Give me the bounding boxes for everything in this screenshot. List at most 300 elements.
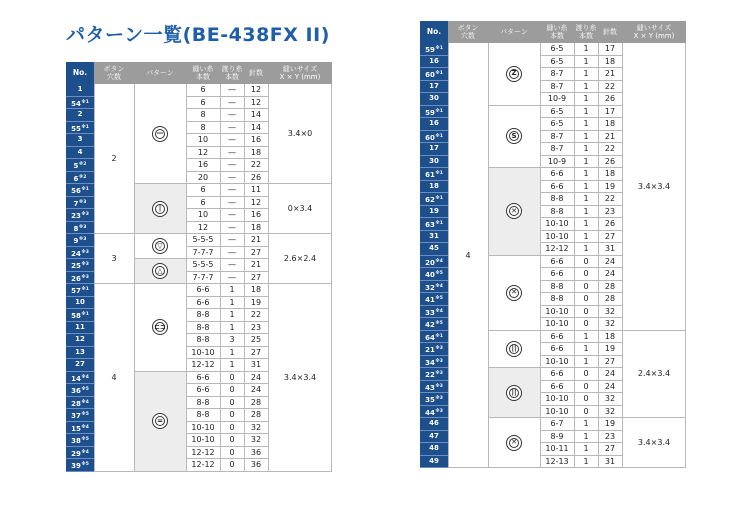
cross-thread-count: 1: [574, 418, 598, 431]
cross-thread-count: —: [220, 197, 244, 210]
stitch-count: 23: [598, 431, 622, 444]
row-number: 8$^{※3}$: [66, 222, 94, 235]
cross-stitch-icon: [506, 285, 522, 301]
bracket-icon: [152, 319, 168, 335]
stitch-count: 24: [598, 268, 622, 281]
sew-thread-count: 8: [186, 109, 220, 122]
row-number: 35$^{※3}$: [420, 393, 448, 406]
cross-stitch-icon: [506, 435, 522, 451]
stitch-count: 36: [244, 447, 268, 460]
pattern-glyph: ||: [509, 344, 519, 354]
sew-thread-count: 10: [186, 134, 220, 147]
sew-thread-count: 10-11: [540, 443, 574, 456]
row-number: 9$^{※3}$: [66, 234, 94, 247]
header-sew-size: 縫いサイズ X × Y (mm): [622, 21, 686, 43]
stitch-count: 24: [598, 256, 622, 269]
sew-thread-count: 10: [186, 209, 220, 222]
sew-size-cell: 3.4×0: [268, 84, 332, 184]
row-number: 60$^{※1}$: [420, 68, 448, 81]
pattern-glyph: ▽: [155, 241, 165, 251]
header-button-holes: ボタン 穴数: [448, 21, 488, 43]
cross-thread-count: 1: [574, 118, 598, 131]
row-number: 4: [66, 147, 94, 160]
footnote-mark: ※3: [435, 396, 443, 401]
stitch-count: 18: [244, 284, 268, 297]
row-number: 30: [420, 93, 448, 106]
button-holes-cell: 4: [94, 284, 134, 472]
header-pattern: パターン: [134, 62, 186, 84]
header-no: No.: [420, 21, 448, 43]
cross-thread-count: 0: [220, 459, 244, 472]
footnote-mark: ※4: [81, 424, 89, 430]
cross-thread-count: 1: [574, 356, 598, 369]
cross-thread-count: 0: [574, 368, 598, 381]
stitch-count: 21: [598, 131, 622, 144]
cross-thread-count: 0: [220, 447, 244, 460]
stitch-count: 18: [244, 222, 268, 235]
cross-thread-count: 0: [574, 318, 598, 331]
grid-line: [331, 84, 332, 472]
sew-thread-count: 8-7: [540, 81, 574, 94]
row-number: 55$^{※1}$: [66, 122, 94, 135]
cross-thread-count: 0: [220, 409, 244, 422]
sew-thread-count: 8-8: [186, 409, 220, 422]
pattern-glyph: Z: [509, 69, 519, 79]
sew-thread-count: 7-7-7: [186, 247, 220, 260]
row-number: 20$^{※4}$: [420, 256, 448, 269]
sew-thread-count: 6: [186, 84, 220, 97]
cross-thread-count: 1: [574, 193, 598, 206]
cross-thread-count: —: [220, 172, 244, 185]
header-cross-thread: 渡り糸 本数: [574, 21, 598, 43]
stitch-count: 22: [598, 193, 622, 206]
row-number: 45: [420, 243, 448, 256]
footnote-mark: ※3: [78, 224, 87, 230]
triangle-down-icon: [152, 238, 168, 254]
sew-thread-count: 8-8: [186, 322, 220, 335]
row-number: 14$^{※4}$: [66, 372, 94, 385]
cross-thread-count: 0: [574, 306, 598, 319]
sew-size-cell: 2.6×2.4: [268, 234, 332, 284]
sew-thread-count: 8-9: [540, 431, 574, 444]
footnote-mark: ※1: [81, 99, 89, 105]
sew-thread-count: 8-8: [540, 206, 574, 219]
sew-thread-count: 12-12: [186, 359, 220, 372]
sew-thread-count: 10-10: [540, 356, 574, 369]
pattern-cell: [134, 234, 186, 259]
cross-thread-count: —: [220, 97, 244, 110]
row-number: 15$^{※4}$: [66, 422, 94, 435]
footnote-mark: ※4: [435, 283, 443, 289]
stitch-count: 28: [598, 293, 622, 306]
grid-line: [134, 84, 135, 472]
footnote-mark: ※1: [81, 124, 89, 130]
sew-thread-count: 10-10: [540, 406, 574, 419]
stitch-count: 18: [244, 147, 268, 160]
button-holes-cell: 3: [94, 234, 134, 284]
sew-thread-count: 8-7: [540, 68, 574, 81]
sew-thread-count: 8-8: [540, 281, 574, 294]
stitch-count: 27: [598, 443, 622, 456]
sew-thread-count: 6: [186, 184, 220, 197]
stitch-count: 27: [244, 347, 268, 360]
footnote-mark: ※1: [81, 287, 89, 292]
sew-thread-count: 6-6: [540, 168, 574, 181]
sew-thread-count: 12-12: [186, 459, 220, 472]
footnote-mark: ※3: [78, 237, 87, 242]
cross-thread-count: 0: [220, 384, 244, 397]
row-number: 27: [66, 359, 94, 372]
sew-thread-count: 10-10: [540, 318, 574, 331]
footnote-mark: ※4: [81, 374, 89, 380]
cross-thread-count: —: [220, 234, 244, 247]
sew-thread-count: 10-10: [186, 347, 220, 360]
cross-thread-count: 1: [574, 68, 598, 81]
grid-line: [598, 43, 599, 468]
z-stitch-icon: [506, 66, 522, 82]
cross-thread-count: 1: [220, 359, 244, 372]
footnote-mark: ※3: [81, 274, 89, 280]
button-holes-cell: 2: [94, 84, 134, 234]
row-number: 31: [420, 231, 448, 244]
footnote-mark: ※3: [435, 346, 443, 351]
footnote-mark: ※1: [81, 312, 89, 317]
row-number: 59$^{※1}$: [420, 43, 448, 56]
sew-thread-count: 6: [186, 97, 220, 110]
stitch-count: 18: [598, 56, 622, 69]
sew-thread-count: 8-8: [540, 293, 574, 306]
stitch-count: 23: [244, 322, 268, 335]
cross-thread-count: 0: [574, 293, 598, 306]
pattern-cell: [488, 168, 540, 256]
row-number: 25$^{※3}$: [66, 259, 94, 272]
footnote-mark: ※1: [435, 221, 443, 226]
sew-thread-count: 6-5: [540, 56, 574, 69]
sew-thread-count: 20: [186, 172, 220, 185]
pattern-glyph: —: [156, 129, 164, 137]
footnote-mark: ※4: [81, 449, 89, 455]
pattern-glyph: ⊏⊐: [154, 322, 166, 331]
sew-thread-count: 6-6: [186, 297, 220, 310]
row-number: 43$^{※3}$: [420, 381, 448, 394]
sew-thread-count: 12-12: [186, 447, 220, 460]
row-number: 5$^{※2}$: [66, 159, 94, 172]
pattern-glyph: ✕: [509, 438, 519, 448]
stitch-count: 14: [244, 122, 268, 135]
cross-thread-count: —: [220, 147, 244, 160]
sew-thread-count: 10-9: [540, 93, 574, 106]
grid-line: [268, 84, 269, 472]
cross-thread-count: 0: [574, 281, 598, 294]
stitch-count: 22: [598, 143, 622, 156]
row-number: 37$^{※5}$: [66, 409, 94, 422]
stitch-count: 36: [244, 459, 268, 472]
pattern-table-right: [420, 21, 686, 488]
stitch-count: 21: [244, 234, 268, 247]
footnote-mark: ※3: [435, 358, 443, 364]
row-number: 21$^{※3}$: [420, 343, 448, 356]
cross-thread-count: 1: [574, 56, 598, 69]
pattern-glyph: =: [155, 416, 165, 426]
sew-size-cell: 3.4×3.4: [268, 284, 332, 472]
stitch-count: 31: [598, 456, 622, 469]
stitch-count: 28: [244, 409, 268, 422]
row-number: 7$^{※3}$: [66, 197, 94, 210]
row-number: 33$^{※4}$: [420, 306, 448, 319]
footnote-mark: ※1: [81, 187, 89, 192]
pattern-cell: [134, 259, 186, 284]
row-number: 3: [66, 134, 94, 147]
grid-line: [94, 84, 95, 472]
cross-thread-count: —: [220, 259, 244, 272]
sew-thread-count: 6-6: [540, 268, 574, 281]
parallel-stitch-icon: [506, 385, 522, 401]
sew-thread-count: 10-10: [540, 306, 574, 319]
grid-line: [220, 84, 221, 472]
cross-thread-count: 1: [220, 322, 244, 335]
footnote-mark: ※3: [81, 249, 89, 255]
stitch-count: 12: [244, 84, 268, 97]
stitch-count: 31: [598, 243, 622, 256]
sew-thread-count: 12-12: [540, 243, 574, 256]
footnote-mark: ※3: [435, 408, 443, 414]
cross-thread-count: 0: [220, 434, 244, 447]
stitch-count: 24: [244, 384, 268, 397]
footnote-mark: ※1: [435, 71, 443, 76]
cross-thread-count: —: [220, 209, 244, 222]
row-number: 59$^{※1}$: [420, 106, 448, 119]
row-number: 36$^{※5}$: [66, 384, 94, 397]
s-stitch-icon: [506, 128, 522, 144]
cross-thread-count: 1: [574, 343, 598, 356]
stitch-count: 11: [244, 184, 268, 197]
pattern-glyph: △: [155, 266, 165, 276]
row-number: 39$^{※5}$: [66, 459, 94, 472]
pattern-cell: [134, 184, 186, 234]
pattern-glyph: |: [155, 204, 165, 214]
cross-thread-count: 1: [574, 131, 598, 144]
header-sew-thread: 縫い糸 本数: [540, 21, 574, 43]
row-number: 46: [420, 418, 448, 431]
sew-thread-count: 6-5: [540, 106, 574, 119]
stitch-count: 17: [598, 106, 622, 119]
row-number: 16: [420, 118, 448, 131]
sew-thread-count: 6-6: [540, 331, 574, 344]
cross-thread-count: 1: [574, 43, 598, 56]
sew-thread-count: 8-7: [540, 131, 574, 144]
stitch-count: 23: [598, 206, 622, 219]
footnote-mark: ※5: [81, 462, 89, 467]
row-number: 64$^{※1}$: [420, 331, 448, 344]
sew-thread-count: 6-6: [540, 343, 574, 356]
footnote-mark: ※3: [81, 262, 89, 267]
sew-thread-count: 6-6: [186, 384, 220, 397]
sew-thread-count: 6-6: [186, 372, 220, 385]
cross-thread-count: 1: [574, 181, 598, 194]
sew-thread-count: 6-6: [540, 256, 574, 269]
pattern-glyph: ✕: [509, 206, 519, 216]
cross-thread-count: —: [220, 84, 244, 97]
stitch-count: 28: [598, 281, 622, 294]
sew-thread-count: 5-5-5: [186, 234, 220, 247]
stitch-count: 32: [598, 406, 622, 419]
stitch-count: 16: [244, 209, 268, 222]
footnote-mark: ※3: [435, 383, 443, 389]
footnote-mark: ※1: [435, 171, 443, 176]
header-pattern: パターン: [488, 21, 540, 43]
cross-thread-count: 0: [574, 256, 598, 269]
cross-thread-count: 1: [574, 243, 598, 256]
page-title: パターン一覧(BE-438FX II): [66, 24, 330, 46]
cross-thread-count: —: [220, 272, 244, 285]
sew-thread-count: 8-8: [540, 193, 574, 206]
footnote-mark: ※3: [435, 371, 443, 376]
cross-thread-count: 1: [574, 218, 598, 231]
footnote-mark: ※5: [435, 271, 443, 276]
sew-thread-count: 6-5: [540, 43, 574, 56]
row-number: 10: [66, 297, 94, 310]
cross-thread-count: 0: [220, 372, 244, 385]
pattern-cell: [488, 256, 540, 331]
row-number: 54$^{※1}$: [66, 97, 94, 110]
stitch-count: 19: [598, 181, 622, 194]
stitch-count: 22: [598, 81, 622, 94]
row-number: 38$^{※5}$: [66, 434, 94, 447]
footnote-mark: ※1: [435, 133, 443, 139]
sew-thread-count: 12: [186, 222, 220, 235]
row-number: 24$^{※3}$: [66, 247, 94, 260]
pattern-cell: [488, 368, 540, 418]
sew-size-cell: 3.4×3.4: [622, 418, 686, 468]
row-number: 44$^{※3}$: [420, 406, 448, 419]
sew-thread-count: 6-6: [540, 368, 574, 381]
sew-thread-count: 10-10: [186, 422, 220, 435]
dash-h-icon: [152, 126, 168, 142]
sew-thread-count: 8-8: [186, 397, 220, 410]
sew-thread-count: 7-7-7: [186, 272, 220, 285]
header-stitches: 針数: [598, 21, 622, 43]
row-number: 29$^{※4}$: [66, 447, 94, 460]
sew-thread-count: 8-7: [540, 143, 574, 156]
stitch-count: 24: [244, 372, 268, 385]
cross-thread-count: 1: [574, 456, 598, 469]
row-number: 60$^{※1}$: [420, 131, 448, 144]
grid-line: [540, 43, 541, 468]
row-number: 47: [420, 431, 448, 444]
sew-thread-count: 8-8: [186, 309, 220, 322]
sew-size-cell: 3.4×3.4: [622, 43, 686, 331]
cross-thread-count: —: [220, 134, 244, 147]
header-cross-thread: 渡り糸 本数: [220, 62, 244, 84]
cross-thread-count: 1: [574, 106, 598, 119]
grid-line: [685, 43, 686, 468]
row-number: 34$^{※3}$: [420, 356, 448, 369]
pattern-table-left: [66, 62, 332, 489]
cross-thread-count: —: [220, 122, 244, 135]
footnote-mark: ※1: [435, 333, 443, 339]
header-sew-size: 縫いサイズ X × Y (mm): [268, 62, 332, 84]
pattern-cell: [488, 106, 540, 169]
row-number: 6$^{※2}$: [66, 172, 94, 185]
stitch-count: 22: [244, 309, 268, 322]
row-number: 40$^{※5}$: [420, 268, 448, 281]
footnote-mark: ※5: [435, 296, 443, 301]
pattern-cell: [134, 372, 186, 472]
stitch-count: 32: [598, 393, 622, 406]
cross-thread-count: —: [220, 184, 244, 197]
stitch-count: 18: [598, 118, 622, 131]
row-number: 2: [66, 109, 94, 122]
footnote-mark: ※2: [78, 162, 87, 167]
sew-thread-count: 10-9: [540, 156, 574, 169]
grid-line: [574, 43, 575, 468]
stitch-count: 26: [244, 172, 268, 185]
stitch-count: 21: [598, 68, 622, 81]
row-number: 63$^{※1}$: [420, 218, 448, 231]
cross-stitch-icon: [506, 203, 522, 219]
cross-thread-count: 1: [574, 143, 598, 156]
stitch-count: 27: [598, 231, 622, 244]
stitch-count: 18: [598, 331, 622, 344]
stitch-count: 25: [244, 334, 268, 347]
header-no: No.: [66, 62, 94, 84]
footnote-mark: ※5: [81, 437, 89, 442]
row-number: 48: [420, 443, 448, 456]
cross-thread-count: —: [220, 222, 244, 235]
stitch-count: 28: [244, 397, 268, 410]
row-number: 11: [66, 322, 94, 335]
grid-line: [448, 43, 449, 468]
pattern-cell: [134, 84, 186, 184]
double-dash-icon: [152, 413, 168, 429]
cross-thread-count: 1: [574, 231, 598, 244]
cross-thread-count: 0: [220, 397, 244, 410]
stitch-count: 26: [598, 156, 622, 169]
footnote-mark: ※1: [435, 46, 443, 51]
sew-thread-count: 5-5-5: [186, 259, 220, 272]
sew-thread-count: 12-13: [540, 456, 574, 469]
row-number: 16: [420, 56, 448, 69]
stitch-count: 21: [244, 259, 268, 272]
grid-line: [244, 84, 245, 472]
sew-thread-count: 16: [186, 159, 220, 172]
sew-thread-count: 10-10: [186, 434, 220, 447]
pattern-cell: [134, 284, 186, 372]
cross-thread-count: 1: [574, 443, 598, 456]
row-number: 56$^{※1}$: [66, 184, 94, 197]
parallel-stitch-icon: [506, 341, 522, 357]
stitch-count: 27: [244, 272, 268, 285]
sew-size-cell: 0×3.4: [268, 184, 332, 234]
sew-thread-count: 10-10: [540, 393, 574, 406]
cross-thread-count: 1: [574, 81, 598, 94]
header-button-holes: ボタン 穴数: [94, 62, 134, 84]
pattern-glyph: ||: [509, 388, 519, 398]
row-number: 57$^{※1}$: [66, 284, 94, 297]
stitch-count: 32: [244, 434, 268, 447]
row-number: 42$^{※5}$: [420, 318, 448, 331]
sew-thread-count: 6-5: [540, 118, 574, 131]
stitch-count: 22: [244, 159, 268, 172]
cross-thread-count: 1: [220, 297, 244, 310]
sew-thread-count: 6-6: [540, 181, 574, 194]
cross-thread-count: 1: [574, 431, 598, 444]
row-number: 17: [420, 81, 448, 94]
footnote-mark: ※4: [81, 399, 89, 405]
row-number: 30: [420, 156, 448, 169]
stitch-count: 19: [244, 297, 268, 310]
row-number: 26$^{※3}$: [66, 272, 94, 285]
